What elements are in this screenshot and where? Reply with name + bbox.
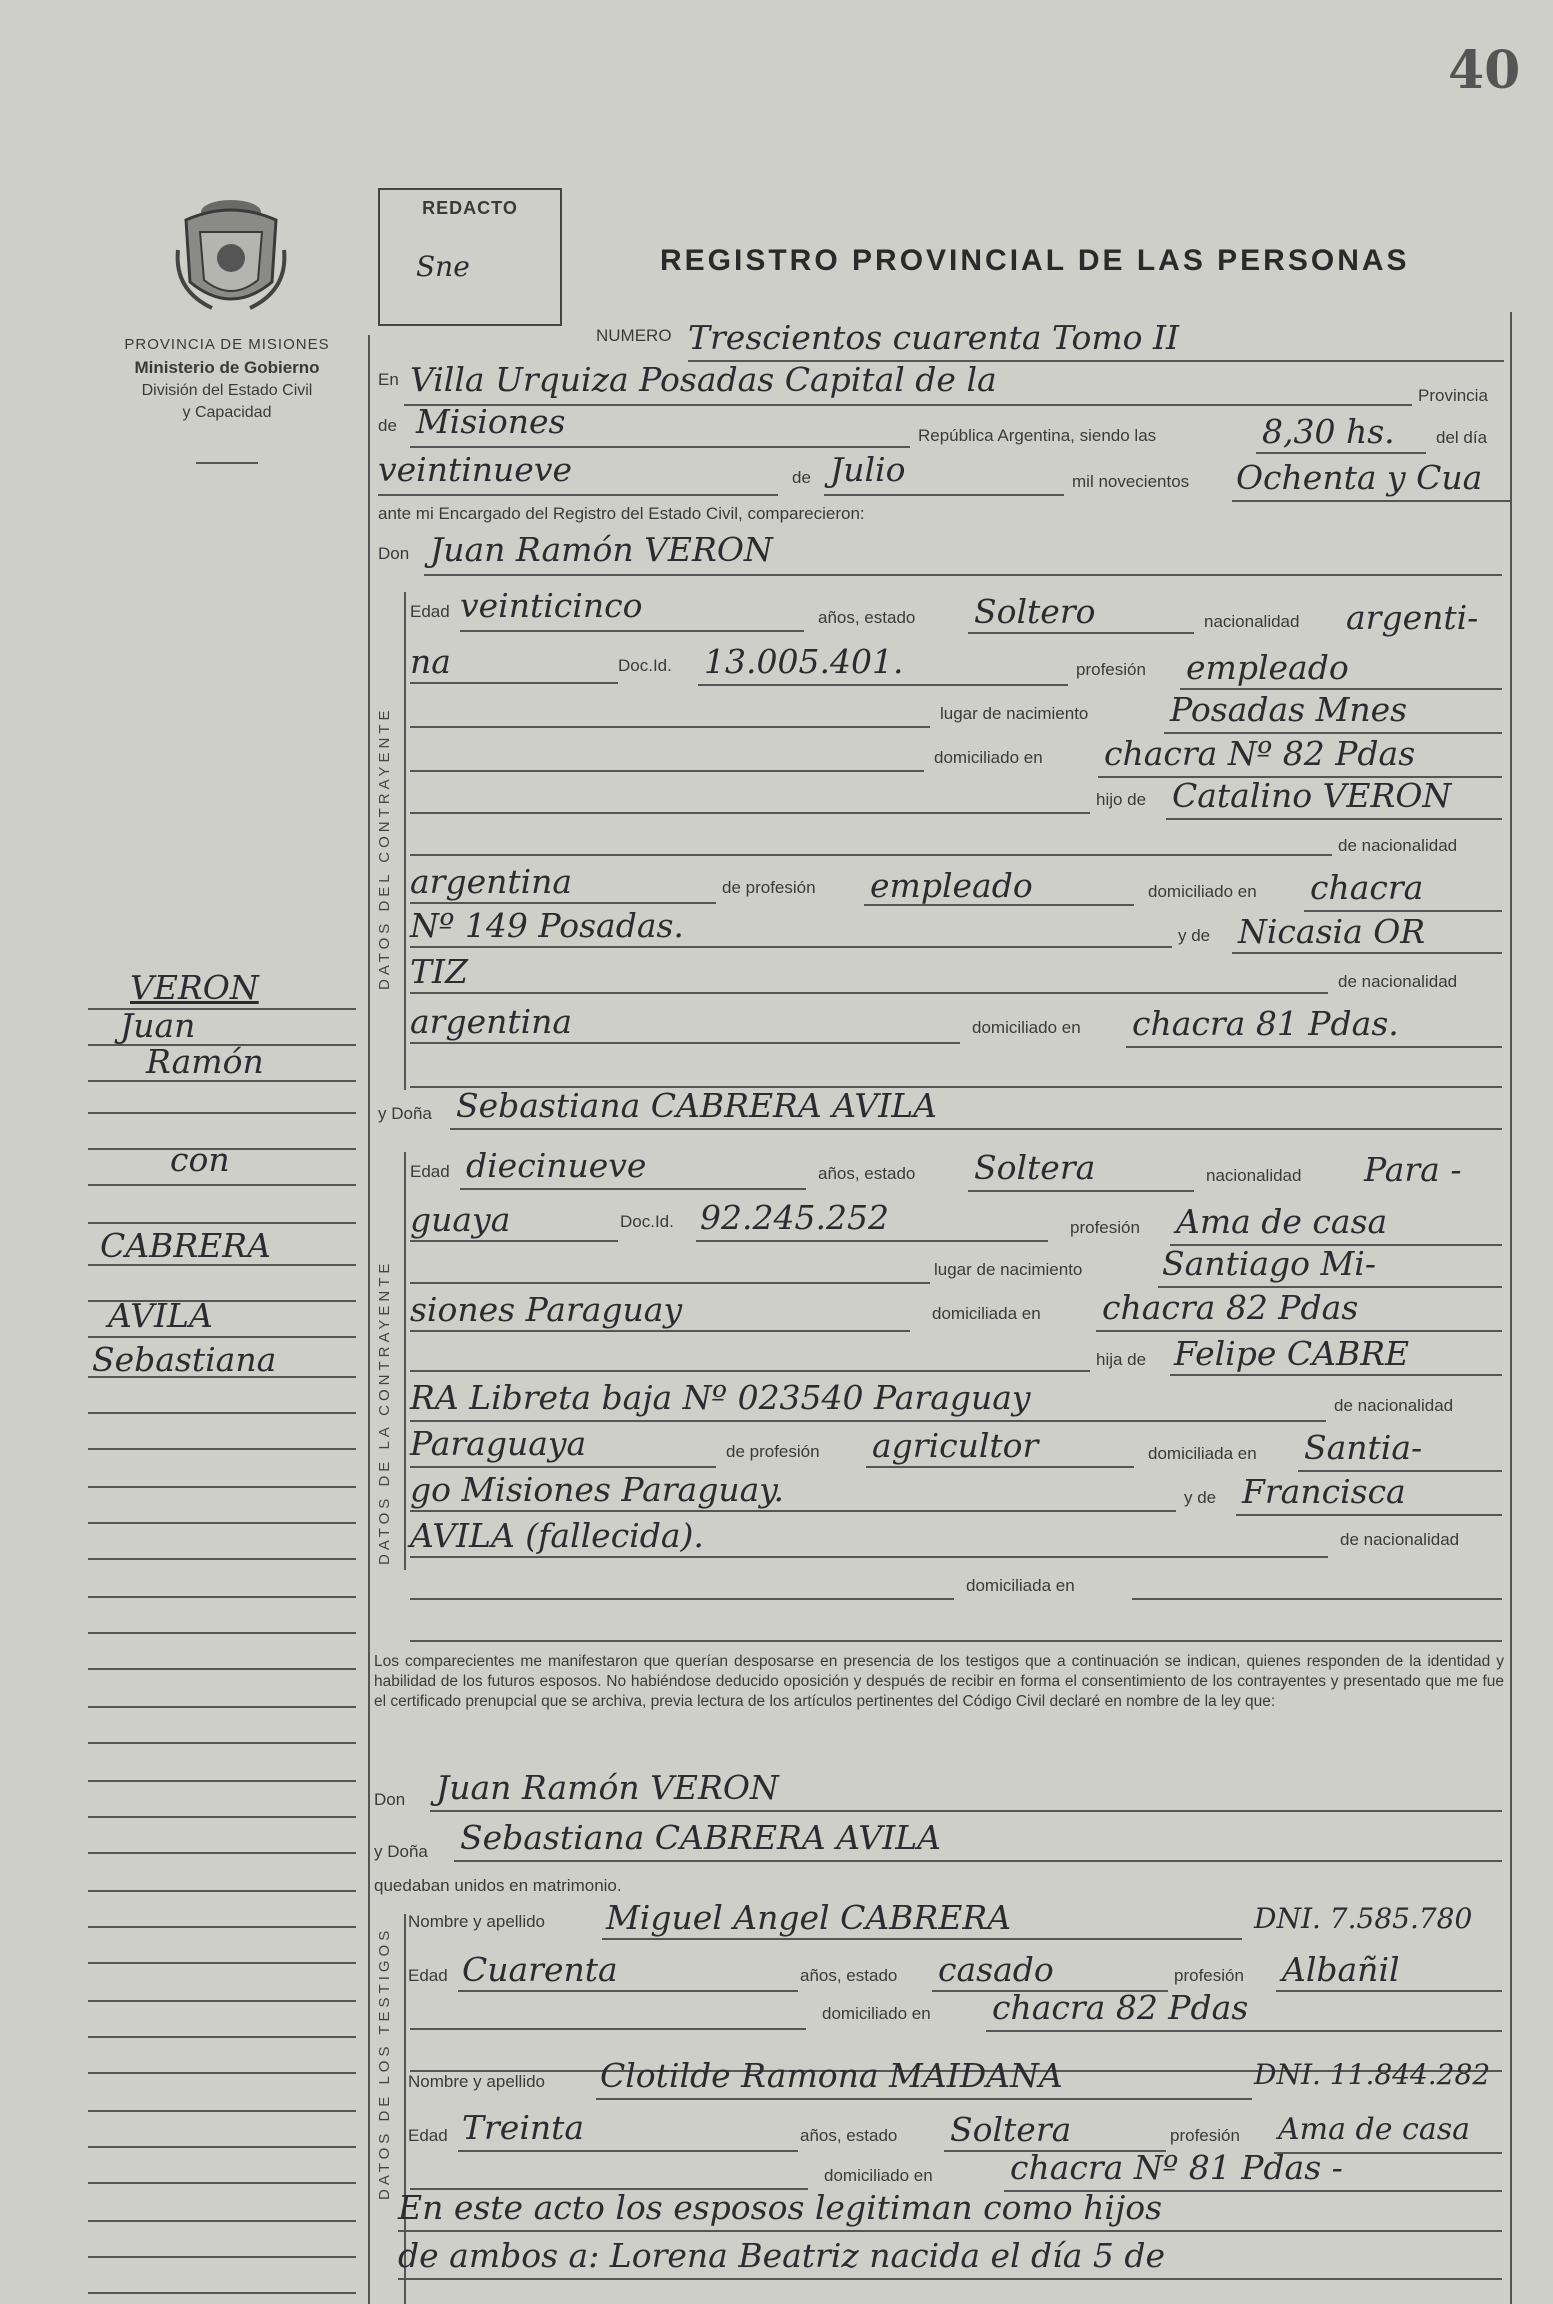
bride-edad: diecinueve bbox=[466, 1146, 647, 1185]
index-bride-surname-2: AVILA bbox=[108, 1296, 213, 1335]
hora-value: 8,30 hs. bbox=[1262, 412, 1395, 451]
groom-padre-nacionalidad: argentina bbox=[410, 862, 573, 901]
groom-madre-domicilio: chacra 81 Pdas. bbox=[1132, 1004, 1399, 1043]
division-line-2: y Capacidad bbox=[182, 404, 272, 421]
groom-nacionalidad-a: argenti- bbox=[1346, 598, 1479, 637]
w1-domicilio: chacra 82 Pdas bbox=[992, 1988, 1249, 2027]
declaration-don-value: Juan Ramón VERON bbox=[436, 1768, 779, 1807]
index-bride-surname-1: CABRERA bbox=[100, 1226, 271, 1265]
w1-profesion-label: profesión bbox=[1174, 1966, 1244, 1985]
groom-madre-a: Nicasia OR bbox=[1238, 912, 1426, 951]
bride-padre-b: RA Libreta baja Nº 023540 Paraguay bbox=[410, 1378, 1031, 1417]
w2-doc: DNI. 11.844.282 bbox=[1254, 2058, 1491, 2091]
groom-padre-profesion: empleado bbox=[870, 866, 1033, 905]
bride-lugar-label: lugar de nacimiento bbox=[934, 1260, 1083, 1279]
w1-doc: DNI. 7.585.780 bbox=[1254, 1902, 1473, 1935]
bride-nacionalidad-label: nacionalidad bbox=[1206, 1166, 1302, 1185]
groom-madre-domiciliado-label: domiciliado en bbox=[972, 1018, 1081, 1037]
bride-nacionalidad-a: Para - bbox=[1364, 1150, 1462, 1189]
w2-profesion-label: profesión bbox=[1170, 2126, 1240, 2145]
province-line: PROVINCIA DE MISIONES bbox=[124, 336, 330, 353]
w2-name: Clotilde Ramona MAIDANA bbox=[600, 2056, 1063, 2095]
bride-padre-nacionalidad: Paraguaya bbox=[410, 1424, 587, 1463]
groom-padre-domicilio-a: chacra bbox=[1310, 868, 1424, 907]
index-surname: VERON bbox=[130, 968, 259, 1007]
w1-edad-label: Edad bbox=[408, 1966, 448, 1985]
bride-box-left bbox=[404, 1152, 406, 1570]
main-frame-right bbox=[1510, 312, 1512, 2304]
groom-doc-label: Doc.Id. bbox=[618, 656, 672, 675]
w2-edad-label: Edad bbox=[408, 2126, 448, 2145]
declaration-dona-label: y Doña bbox=[374, 1842, 428, 1861]
groom-nacionalidad-b: na bbox=[410, 642, 451, 681]
bride-madre-b: AVILA (fallecida). bbox=[410, 1516, 704, 1555]
de-mes-label: de bbox=[792, 468, 811, 487]
bride-edad-label: Edad bbox=[410, 1162, 450, 1181]
groom-nacionalidad-label: nacionalidad bbox=[1204, 612, 1300, 631]
w1-estado: casado bbox=[938, 1950, 1054, 1989]
groom-madre-nacionalidad: argentina bbox=[410, 1002, 573, 1041]
bride-padre-a: Felipe CABRE bbox=[1174, 1334, 1410, 1373]
bride-domiciliada-en-label: domiciliada en bbox=[1148, 1444, 1257, 1463]
groom-de-profesion-label: de profesión bbox=[722, 878, 816, 897]
declaration-paragraph: Los comparecientes me manifestaron que querían desposarse en presencia de los testigos que a continuación se indican, quienes responden de la identidad y habilidad de los futuros esposos. No habiéndose deducido oposición y después de recibir en forma el consentimiento de los contrayentes y presentado que me fue el certificado prenupcial que se archiva, previa lectura de los artículos pertinentes del Código Civil declaré en nombre de la ley que: bbox=[374, 1653, 1504, 1710]
w1-profesion: Albañil bbox=[1282, 1950, 1400, 1989]
groom-domicilio: chacra Nº 82 Pdas bbox=[1104, 734, 1416, 773]
registry-title: REGISTRO PROVINCIAL DE LAS PERSONAS bbox=[660, 244, 1410, 277]
groom-hijo-label: hijo de bbox=[1096, 790, 1147, 809]
index-second-name: Ramón bbox=[146, 1042, 264, 1081]
groom-domicilio-label: domiciliado en bbox=[934, 748, 1043, 767]
w2-domiciliado-label: domiciliado en bbox=[824, 2166, 933, 2185]
w1-nombre-label: Nombre y apellido bbox=[408, 1912, 546, 1931]
bride-domicilio: chacra 82 Pdas bbox=[1102, 1288, 1359, 1327]
declaration-closing: quedaban unidos en matrimonio. bbox=[374, 1876, 622, 1895]
groom-de-nacionalidad-label: de nacionalidad bbox=[1338, 836, 1458, 855]
bride-nacionalidad-b: guaya bbox=[410, 1200, 511, 1239]
bride-de-profesion-label: de profesión bbox=[726, 1442, 820, 1461]
note-line-1: En este acto los esposos legitiman como hijos bbox=[398, 2188, 1163, 2227]
w2-estado: Soltera bbox=[950, 2110, 1072, 2149]
dona-label: y Doña bbox=[378, 1104, 432, 1123]
groom-name: Juan Ramón VERON bbox=[430, 530, 773, 569]
republica-label: República Argentina, siendo las bbox=[918, 426, 1157, 445]
coat-of-arms-seal bbox=[172, 190, 290, 318]
bride-y-de-label: y de bbox=[1184, 1488, 1217, 1507]
w1-name: Miguel Angel CABRERA bbox=[606, 1898, 1012, 1937]
bride-profesion: Ama de casa bbox=[1176, 1202, 1388, 1241]
groom-profesion-label: profesión bbox=[1076, 660, 1146, 679]
don-label: Don bbox=[378, 544, 410, 563]
w2-profesion: Ama de casa bbox=[1278, 2112, 1470, 2147]
bride-padre-domicilio-b: go Misiones Paraguay. bbox=[410, 1470, 785, 1509]
mes-value: Julio bbox=[830, 450, 906, 489]
groom-madre-de-nacionalidad-label: de nacionalidad bbox=[1338, 972, 1458, 991]
groom-doc: 13.005.401. bbox=[704, 642, 904, 681]
bride-hija-label: hija de bbox=[1096, 1350, 1147, 1369]
note-line-2: de ambos a: Lorena Beatriz nacida el día 5 de bbox=[398, 2236, 1166, 2275]
numero-value: Trescientos cuarenta Tomo II bbox=[688, 318, 1180, 357]
groom-y-de-label: y de bbox=[1178, 926, 1211, 945]
bride-lugar-b: siones Paraguay bbox=[410, 1290, 683, 1329]
anio-value: Ochenta y Cua bbox=[1236, 458, 1483, 497]
w1-domiciliado-label: domiciliado en bbox=[822, 2004, 931, 2023]
page-number: 40 bbox=[1448, 40, 1521, 101]
declaration-don-label: Don bbox=[374, 1790, 406, 1809]
groom-padre-domicilio-b: Nº 149 Posadas. bbox=[410, 906, 684, 945]
bride-profesion-label: profesión bbox=[1070, 1218, 1140, 1237]
bride-anios-estado-label: años, estado bbox=[818, 1164, 916, 1183]
bride-doc-label: Doc.Id. bbox=[620, 1212, 674, 1231]
en-value: Villa Urquiza Posadas Capital de la bbox=[410, 360, 997, 399]
witness-section-label: DATOS DE LOS TESTIGOS bbox=[376, 1926, 393, 2200]
groom-edad-label: Edad bbox=[410, 602, 450, 621]
bride-doc: 92.245.252 bbox=[700, 1198, 889, 1237]
redacto-value: Sne bbox=[416, 250, 470, 283]
numero-label: NUMERO bbox=[596, 326, 672, 345]
de-value: Misiones bbox=[416, 402, 566, 441]
redacto-box bbox=[378, 188, 562, 326]
w2-domicilio: chacra Nº 81 Pdas - bbox=[1010, 2148, 1343, 2187]
redacto-label: REDACTO bbox=[422, 198, 518, 218]
groom-estado: Soltero bbox=[974, 592, 1096, 631]
bride-section-label: DATOS DE LA CONTRAYENTE bbox=[376, 1259, 393, 1565]
bride-lugar-a: Santiago Mi- bbox=[1162, 1244, 1377, 1283]
groom-profesion: empleado bbox=[1186, 648, 1349, 687]
bride-padre-profesion: agricultor bbox=[872, 1426, 1039, 1465]
w2-anios-estado-label: años, estado bbox=[800, 2126, 898, 2145]
groom-domiciliado-en-label: domiciliado en bbox=[1148, 882, 1257, 901]
index-bride-name: Sebastiana bbox=[92, 1340, 277, 1379]
header-divider bbox=[196, 462, 258, 464]
w2-edad: Treinta bbox=[462, 2108, 585, 2147]
bride-madre-domicilio-label: domiciliada en bbox=[966, 1576, 1075, 1595]
bride-de-nacionalidad-label: de nacionalidad bbox=[1334, 1396, 1454, 1415]
w1-anios-estado-label: años, estado bbox=[800, 1966, 898, 1985]
division-line-1: División del Estado Civil bbox=[141, 382, 313, 399]
index-con: con bbox=[170, 1140, 230, 1179]
mil-label: mil novecientos bbox=[1072, 472, 1190, 491]
w2-nombre-label: Nombre y apellido bbox=[408, 2072, 546, 2091]
bride-padre-domicilio-a: Santia- bbox=[1304, 1428, 1423, 1467]
bride-estado: Soltera bbox=[974, 1148, 1096, 1187]
bride-madre-a: Francisca bbox=[1242, 1472, 1406, 1511]
w1-edad: Cuarenta bbox=[462, 1950, 618, 1989]
del-dia-label: del día bbox=[1436, 428, 1488, 447]
en-label: En bbox=[378, 370, 399, 389]
de-label: de bbox=[378, 416, 397, 435]
groom-padre: Catalino VERON bbox=[1172, 776, 1452, 815]
ministry-line: Ministerio de Gobierno bbox=[134, 358, 320, 377]
dia-value: veintinueve bbox=[378, 450, 573, 489]
declaration-dona-value: Sebastiana CABRERA AVILA bbox=[460, 1818, 942, 1857]
bride-madre-de-nacionalidad-label: de nacionalidad bbox=[1340, 1530, 1460, 1549]
groom-anios-estado-label: años, estado bbox=[818, 608, 916, 627]
groom-madre-b: TIZ bbox=[410, 952, 468, 991]
ante-text: ante mi Encargado del Registro del Estado Civil, comparecieron: bbox=[378, 504, 865, 523]
groom-edad: veinticinco bbox=[460, 586, 643, 625]
groom-section-label: DATOS DEL CONTRAYENTE bbox=[376, 706, 393, 990]
groom-lugar: Posadas Mnes bbox=[1170, 690, 1408, 729]
main-frame-left bbox=[368, 335, 370, 2304]
index-first-name: Juan bbox=[120, 1006, 196, 1045]
bride-domicilio-label: domiciliada en bbox=[932, 1304, 1041, 1323]
bride-name: Sebastiana CABRERA AVILA bbox=[456, 1086, 938, 1125]
provincia-label: Provincia bbox=[1418, 386, 1488, 405]
groom-box-left bbox=[404, 592, 406, 1090]
groom-lugar-label: lugar de nacimiento bbox=[940, 704, 1089, 723]
